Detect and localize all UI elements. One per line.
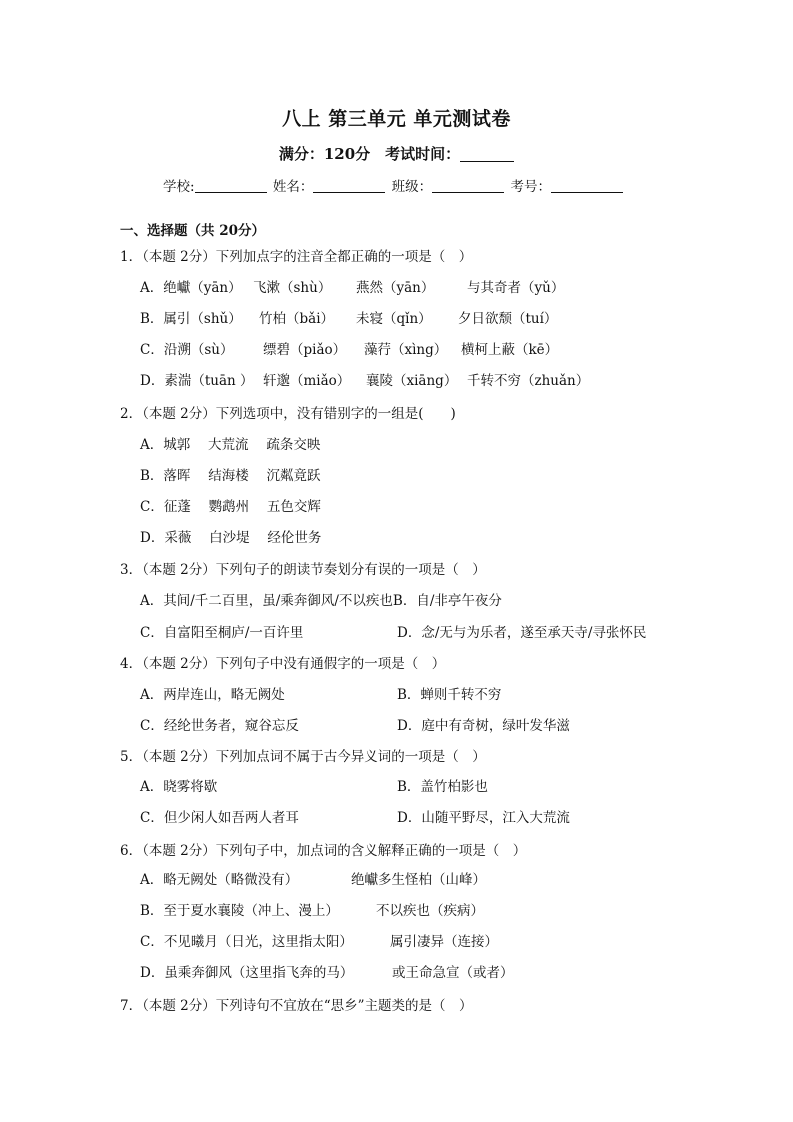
q1-option-c-2: 缥碧（piǎo） (263, 342, 347, 358)
q4-option-b: B．蝉则千转不穷 (397, 687, 502, 703)
student-info-line (163, 175, 625, 195)
question-1-stem: 1．（本题 2分）下列加点字的注音全都正确的一项是（ ） (120, 249, 473, 265)
q3-option-d: D．念/无与为乐者，遂至承天寺/寻张怀民 (397, 625, 647, 641)
q1-option-d-4: 千转不穷（zhuǎn） (467, 373, 590, 389)
q3-option-c: C．自富阳至桐庐/一百许里 (140, 625, 304, 641)
q6-option-d-1: D．虽乘奔御风（这里指飞奔的马） (140, 965, 354, 981)
question-7-stem: 7．（本题 2分）下列诗句不宜放在“思乡”主题类的是（ ） (120, 998, 473, 1014)
q1-option-b-1: B．属引（shǔ） (140, 311, 242, 327)
q4-option-d: D．庭中有奇树，绿叶发华滋 (397, 718, 570, 734)
q6-option-b-1: B．至于夏水襄陵（冲上、漫上） (140, 903, 339, 919)
question-4-stem: 4．（本题 2分）下列句子中没有通假字的一项是（ ） (120, 656, 446, 672)
q2-option-b: B．落晖 结海楼 沉粼竟跃 (140, 468, 321, 484)
q6-option-c-1: C．不见曦月（日光，这里指太阳） (140, 934, 353, 950)
school-label: 学校: (163, 179, 195, 195)
q1-option-b-4: 夕日欲颓（tuí） (458, 311, 558, 327)
q1-option-a-3: 燕然（yān） (356, 280, 435, 296)
q4-option-c: C．经纶世务者，窥谷忘反 (140, 718, 299, 734)
name-blank (313, 180, 385, 193)
exam-subtitle (0, 143, 793, 164)
q1-option-c-1: C．沿溯（sù） (140, 342, 234, 358)
question-6-stem: 6．（本题 2分）下列句子中，加点词的含义解释正确的一项是（ ） (120, 843, 527, 859)
time-blank (460, 147, 514, 162)
q2-option-d: D．采薇 白沙堤 经伦世务 (140, 530, 322, 546)
q1-option-d-2: 轩邈（miǎo） (263, 373, 351, 389)
q1-option-a-2: 飞漱（shù） (253, 280, 332, 296)
q2-option-a: A．城郭 大荒流 疏条交映 (140, 437, 321, 453)
question-2-stem: 2．（本题 2分）下列选项中，没有错别字的一组是( ) (120, 406, 456, 422)
q1-option-b-2: 竹柏（bǎi） (259, 311, 335, 327)
page-title: 八上 第三单元 单元测试卷 (282, 108, 511, 130)
q6-option-a-2: 绝巘多生怪柏（山峰） (351, 872, 486, 888)
q1-option-c-4: 横柯上蔽（kē） (461, 342, 559, 358)
name-label: 姓名： (272, 179, 314, 195)
q4-option-a: A．两岸连山，略无阙处 (140, 687, 285, 703)
q1-option-a-1: A．绝巘（yān） (140, 280, 242, 296)
q1-option-d-3: 襄陵（xiāng） (366, 373, 458, 389)
q1-option-d-1: D．素湍（tuān ） (140, 373, 254, 389)
q2-option-c: C．征蓬 鹦鹉州 五色交辉 (140, 499, 321, 515)
q5-option-b: B．盖竹柏影也 (397, 779, 488, 795)
exam-no-label: 考号： (510, 179, 551, 195)
q1-option-c-3: 藻荇（xìng） (364, 342, 448, 358)
school-blank (195, 180, 267, 193)
question-3-stem: 3．（本题 2分）下列句子的朗读节奏划分有误的一项是（ ） (120, 562, 486, 578)
section-title: 一、选择题（共 20分） (120, 223, 265, 239)
q3-option-ab: A．其间/千二百里，虽/乘奔御风/不以疾也B．自/非亭午夜分 (140, 593, 502, 609)
q1-option-b-3: 未寝（qǐn） (356, 311, 432, 327)
question-5-stem: 5．（本题 2分）下列加点词不属于古今异义词的一项是（ ） (120, 749, 486, 765)
q6-option-a-1: A．略无阙处（略微没有） (140, 872, 299, 888)
q5-option-c: C．但少闲人如吾两人者耳 (140, 810, 299, 826)
class-blank (432, 180, 504, 193)
q6-option-c-2: 属引凄异（连接） (390, 934, 498, 950)
q6-option-b-2: 不以疾也（疾病） (376, 903, 484, 919)
score-time-label: 满分：120分 考试时间： (278, 145, 461, 163)
q5-option-d: D．山随平野尽，江入大荒流 (397, 810, 570, 826)
exam-no-blank (551, 180, 623, 193)
q5-option-a: A．晓雾将歇 (140, 779, 218, 795)
q1-option-a-4: 与其奇者（yǔ） (467, 280, 565, 296)
class-label: 班级： (391, 179, 433, 195)
q6-option-d-2: 或王命急宣（或者） (392, 965, 514, 981)
